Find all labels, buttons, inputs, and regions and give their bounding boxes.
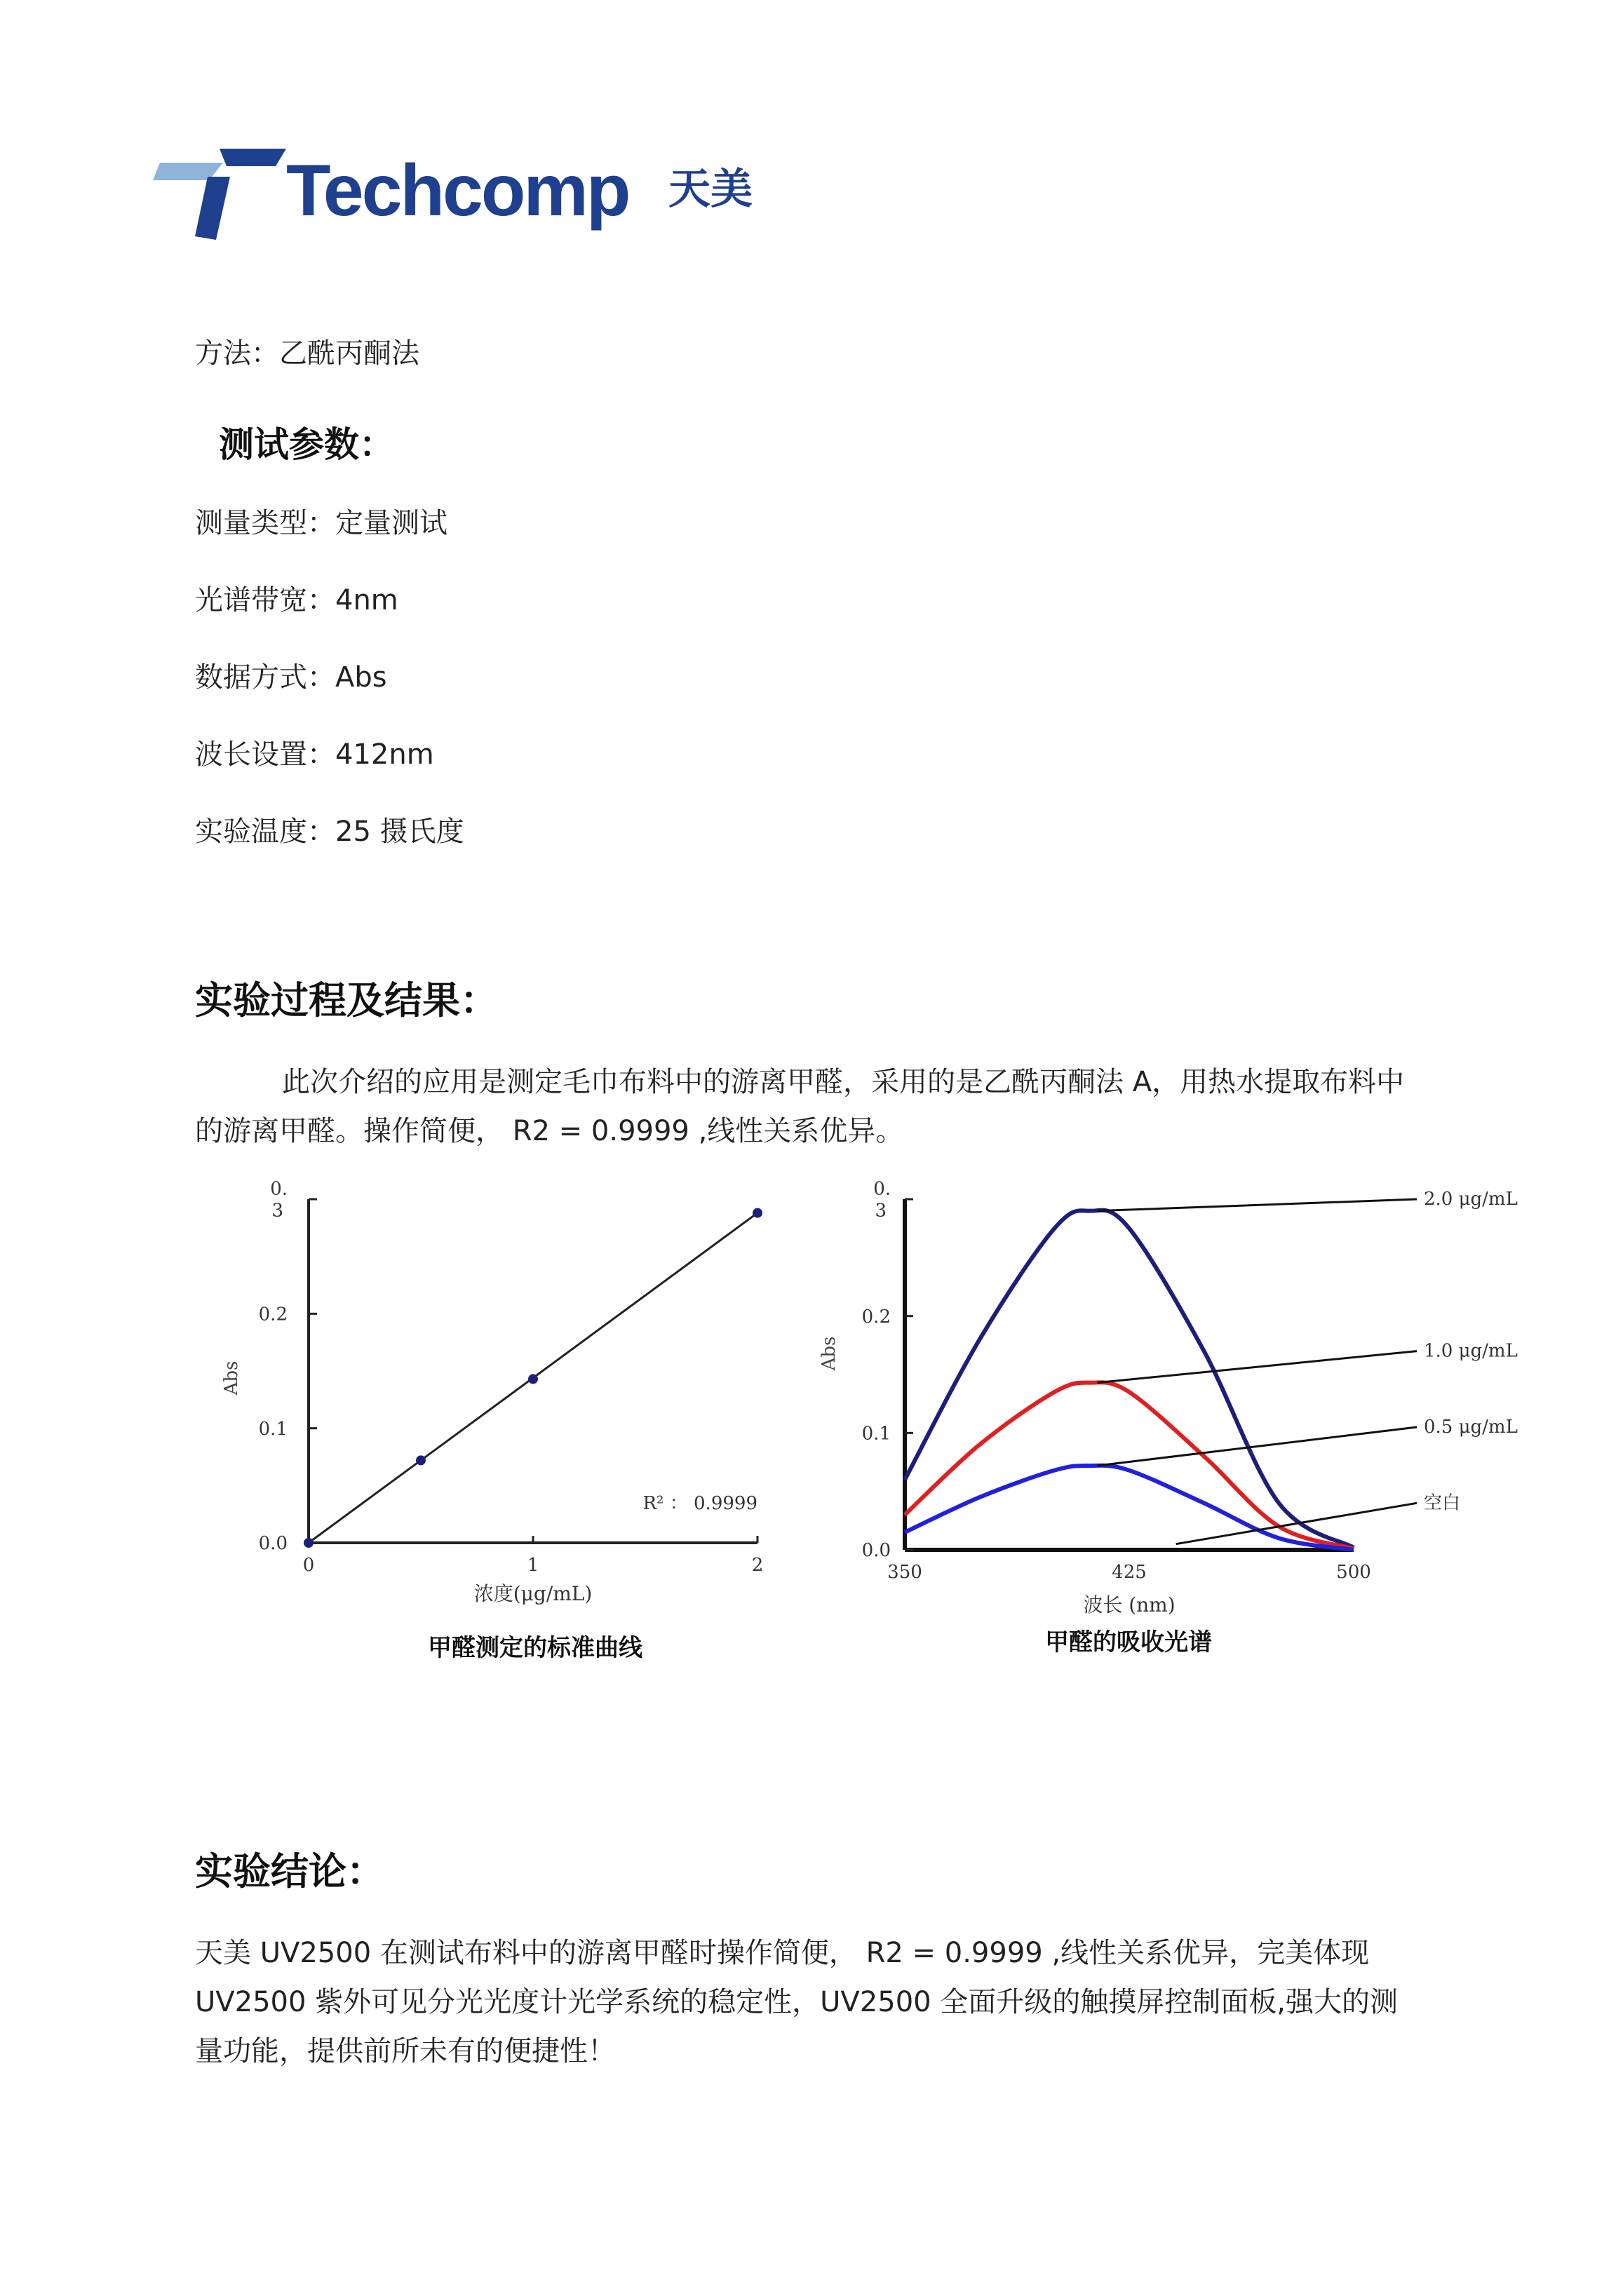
param-item: 实验温度：25 摄氏度 (195, 816, 464, 848)
y-tick-label: 0.0 (258, 1533, 288, 1555)
param-item: 光谱带宽：4nm (195, 584, 398, 616)
conclusion-line-3: 量功能，提供前所未有的便捷性！ (195, 2035, 616, 2067)
param-item: 波长设置：412nm (195, 738, 434, 771)
param-item: 数据方式：Abs (195, 661, 387, 694)
params-heading: 测试参数： (219, 424, 394, 465)
data-point (753, 1208, 762, 1218)
x-tick-label: 425 (1112, 1562, 1147, 1583)
data-point (528, 1374, 538, 1384)
data-point (416, 1455, 426, 1465)
standard-curve-chart (210, 1164, 786, 1605)
y-tick-label: 0.2 (258, 1304, 288, 1325)
method-line: 方法：乙酰丙酮法 (195, 337, 419, 370)
standard-curve-caption: 甲醛测定的标准曲线 (428, 1634, 642, 1662)
series-label: 0.5 μg/mL (1424, 1417, 1518, 1438)
series-line (905, 1382, 1354, 1548)
process-heading: 实验过程及结果： (195, 978, 498, 1022)
conclusion-paragraph (195, 1929, 1443, 2076)
process-paragraph (195, 1058, 1443, 1156)
absorption-spectrum-chart (807, 1150, 1518, 1616)
x-tick-label: 350 (887, 1562, 922, 1583)
logo-mark-icon (153, 149, 286, 240)
x-tick-label: 500 (1336, 1562, 1371, 1583)
y-tick-label: 0. (873, 1178, 891, 1200)
series-leader-line (1098, 1199, 1417, 1211)
series-leader-line (1098, 1351, 1417, 1383)
y-tick-label: 3 (875, 1200, 887, 1222)
y-tick-label: 0. (270, 1178, 288, 1200)
series-line (905, 1466, 1354, 1550)
absorption-spectrum-caption: 甲醛的吸收光谱 (1045, 1628, 1212, 1656)
series-label: 1.0 μg/mL (1424, 1340, 1518, 1362)
series-leader-line (1098, 1427, 1417, 1466)
data-point (304, 1538, 314, 1548)
logo-text: Techcomp (286, 150, 629, 231)
y-axis-label: Abs (221, 1360, 242, 1396)
y-tick-label: 0.2 (861, 1306, 891, 1328)
company-logo (153, 149, 770, 240)
series-label: 2.0 μg/mL (1424, 1189, 1518, 1210)
y-tick-label: 0.0 (861, 1540, 891, 1562)
x-axis-label: 浓度(μg/mL) (473, 1582, 593, 1605)
process-line-1: 此次介绍的应用是测定毛巾布料中的游离甲醛，采用的是乙酰丙酮法 A，用热水提取布料中 (282, 1066, 1405, 1098)
logo-chinese-text: 天美 (668, 165, 753, 214)
x-tick-label: 2 (751, 1555, 764, 1576)
conclusion-heading: 实验结论： (195, 1849, 384, 1893)
y-axis-label: Abs (819, 1336, 840, 1371)
y-tick-label: 3 (271, 1200, 283, 1222)
conclusion-line-2: UV2500 紫外可见分光光度计光学系统的稳定性，UV2500 全面升级的触摸屏控制面板,强大的测 (195, 1986, 1399, 2018)
y-tick-label: 0.1 (258, 1418, 288, 1440)
series-label: 空白 (1424, 1492, 1461, 1514)
y-tick-label: 0.1 (861, 1423, 891, 1445)
x-tick-label: 0 (302, 1555, 315, 1576)
x-tick-label: 1 (527, 1555, 539, 1576)
process-line-2: 的游离甲醛。操作简便， R2 = 0.9999 ,线性关系优异。 (195, 1115, 904, 1147)
param-item: 测量类型：定量测试 (195, 507, 447, 539)
r-squared-annotation: R² ： 0.9999 (642, 1493, 757, 1514)
conclusion-line-1: 天美 UV2500 在测试布料中的游离甲醛时操作简便， R2 = 0.9999 ,线性关系优异，完美体现 (195, 1937, 1370, 1969)
x-axis-label: 波长 (nm) (1083, 1593, 1176, 1616)
